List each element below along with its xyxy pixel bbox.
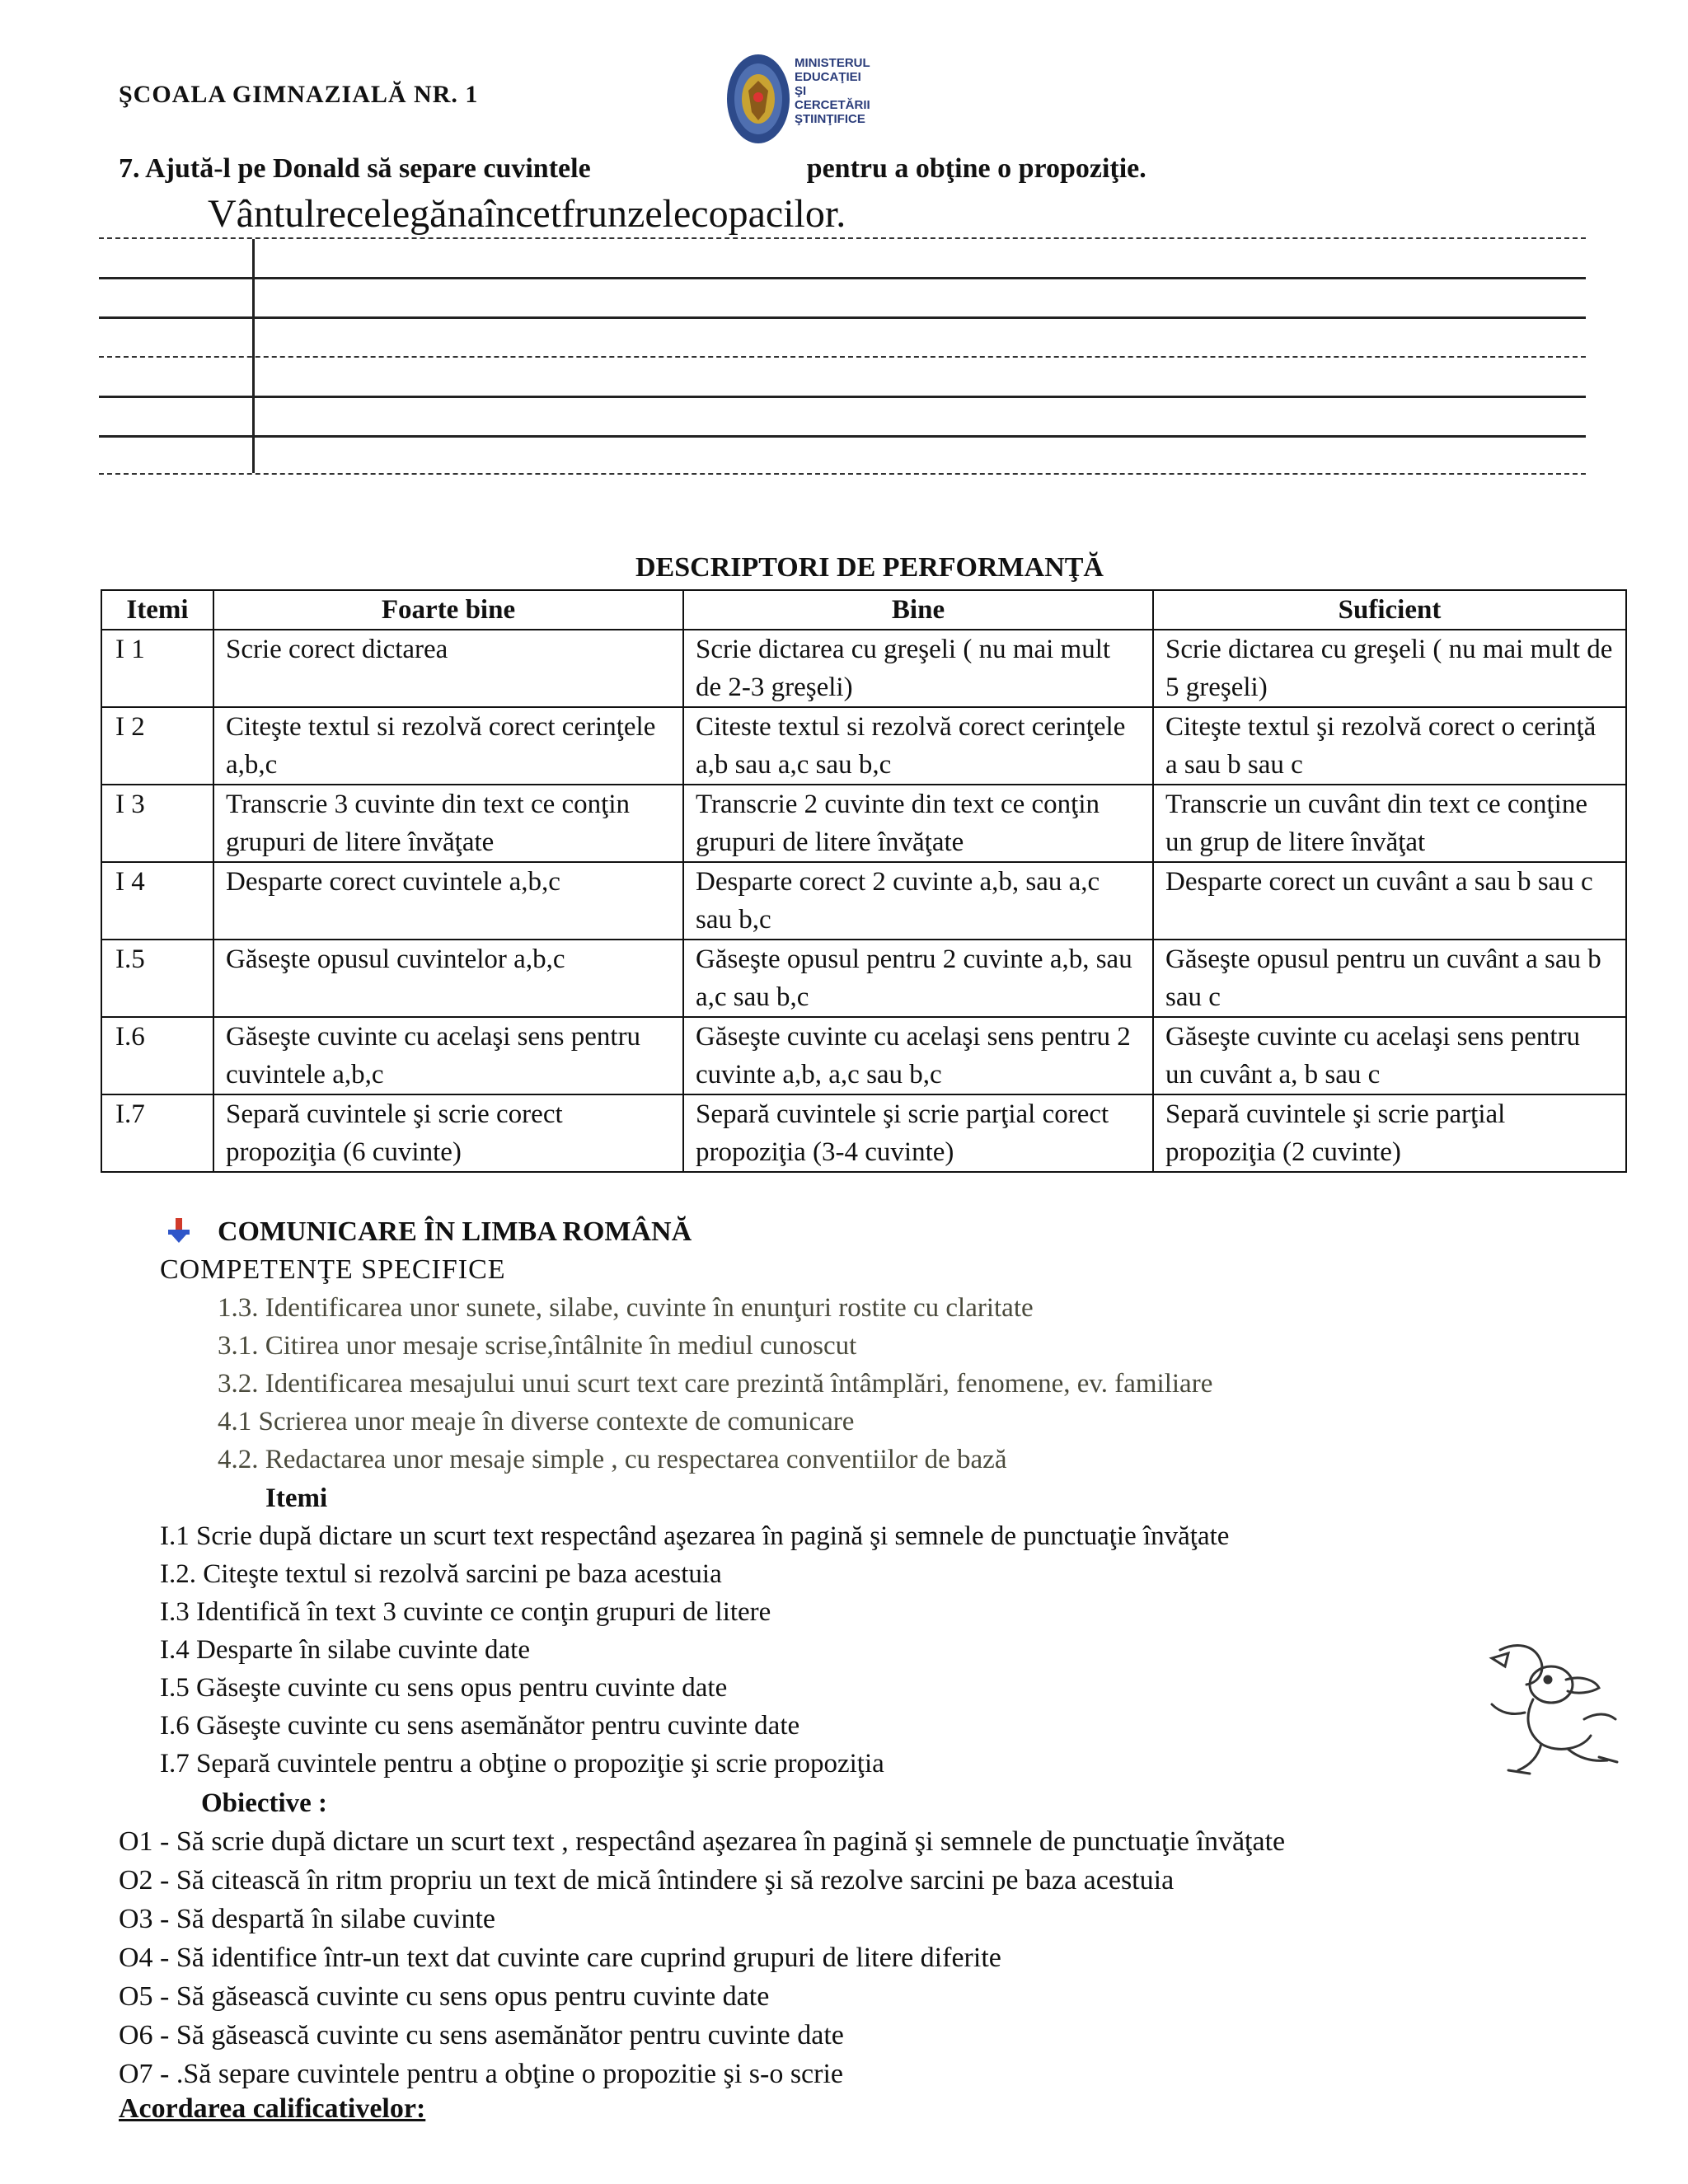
writing-line-solid	[99, 435, 1586, 438]
ministry-logo	[725, 51, 874, 147]
objective-line: O3 - Să despartă în silabe cuvinte	[119, 1904, 495, 1934]
arrow-bullet-icon	[168, 1218, 190, 1243]
objective-line: O1 - Să scrie după dictare un scurt text , respectând aşezarea în pagină şi semnele de punctuaţie învăţate	[119, 1826, 1286, 1857]
table-row	[101, 707, 1626, 785]
table-header-row	[101, 590, 1626, 630]
descriptor-cell: Citeste textul si rezolvă corect cerinţele a,b sau a,c sau b,c	[683, 707, 1153, 785]
descriptors-table	[101, 589, 1627, 1173]
competency-item: 3.2. Identificarea mesajului unui scurt text care prezintă întâmplări, fenomene, ev. familiare	[218, 1369, 1213, 1399]
descriptor-cell: Scrie corect dictarea	[213, 630, 683, 707]
writing-line-solid	[99, 277, 1586, 279]
writing-line-dashed	[99, 473, 1586, 475]
descriptor-cell: Găseşte opusul pentru 2 cuvinte a,b, sau a,c sau b,c	[683, 940, 1153, 1017]
government-seal-icon	[725, 51, 791, 147]
margin-line	[252, 239, 255, 473]
competency-item: 4.2. Redactarea unor mesaje simple , cu respectarea conventiilor de bază	[218, 1445, 1007, 1474]
objective-line: O6 - Să găsească cuvinte cu sens asemănător pentru cuvinte date	[119, 2020, 844, 2050]
writing-line-dashed	[99, 356, 1586, 358]
header-bine: Bine	[683, 590, 1153, 630]
writing-line-solid	[99, 396, 1586, 398]
objectives-title: Obiective :	[201, 1788, 328, 1818]
descriptor-cell: Separă cuvintele şi scrie corect propoziţia (6 cuvinte)	[213, 1094, 683, 1172]
header-itemi: Itemi	[101, 590, 213, 630]
item-line: I.5 Găseşte cuvinte cu sens opus pentru cuvinte date	[160, 1673, 728, 1703]
item-line: I.3 Identifică în text 3 cuvinte ce conţin grupuri de litere	[160, 1597, 771, 1627]
competency-item: 1.3. Identificarea unor sunete, silabe, cuvinte în enunţuri rostite cu claritate	[218, 1293, 1034, 1323]
item-line: I.1 Scrie după dictare un scurt text respectând aşezarea în pagină şi semnele de punctuaţie învăţate	[160, 1521, 1230, 1551]
item-line: I.7 Separă cuvintele pentru a obţine o propoziţie şi scrie propoziţia	[160, 1749, 884, 1779]
competencies-title: COMPETENŢE SPECIFICE	[160, 1254, 506, 1285]
competency-item: 4.1 Scrierea unor meaje în diverse contexte de comunicare	[218, 1407, 855, 1436]
item-cell: I.7	[101, 1094, 213, 1172]
item-cell: I 1	[101, 630, 213, 707]
descriptor-cell: Găseşte opusul cuvintelor a,b,c	[213, 940, 683, 1017]
unseparated-sentence: Vântulrecelegănaîncetfrunzelecopacilor.	[208, 192, 846, 236]
descriptor-cell: Separă cuvintele şi scrie parţial propoziţia (2 cuvinte)	[1153, 1094, 1626, 1172]
objective-line: O5 - Să găsească cuvinte cu sens opus pentru cuvinte date	[119, 1981, 770, 2012]
descriptor-cell: Găseşte cuvinte cu acelaşi sens pentru cuvintele a,b,c	[213, 1017, 683, 1094]
descriptor-cell: Citeşte textul si rezolvă corect cerinţele a,b,c	[213, 707, 683, 785]
header-foarte-bine: Foarte bine	[213, 590, 683, 630]
logo-line: EDUCAŢIEI ŞI	[795, 70, 861, 98]
descriptor-cell: Desparte corect 2 cuvinte a,b, sau a,c sau b,c	[683, 862, 1153, 940]
descriptor-cell: Transcrie un cuvânt din text ce conţine un grup de litere învăţat	[1153, 785, 1626, 862]
item-line: I.4 Desparte în silabe cuvinte date	[160, 1635, 530, 1665]
item-cell: I.5	[101, 940, 213, 1017]
items-title: Itemi	[265, 1483, 328, 1513]
descriptor-cell: Scrie dictarea cu greşeli ( nu mai mult de 2-3 greşeli)	[683, 630, 1153, 707]
logo-line: MINISTERUL	[795, 56, 870, 70]
objective-line: O4 - Să identifice într-un text dat cuvinte care cuprind grupuri de litere diferite	[119, 1943, 1001, 1973]
writing-line-solid	[99, 316, 1586, 319]
descriptors-title: DESCRIPTORI DE PERFORMANŢĂ	[635, 552, 1104, 583]
descriptor-cell: Desparte corect cuvintele a,b,c	[213, 862, 683, 940]
descriptor-cell: Scrie dictarea cu greşeli ( nu mai mult de 5 greşeli)	[1153, 630, 1626, 707]
descriptor-cell: Găseşte cuvinte cu acelaşi sens pentru 2 cuvinte a,b, a,c sau b,c	[683, 1017, 1153, 1094]
instruction-part-1: 7. Ajută-l pe Donald să separe cuvintele	[119, 153, 591, 184]
writing-line-dashed	[99, 237, 1586, 239]
descriptor-cell: Găseşte cuvinte cu acelaşi sens pentru un cuvânt a, b sau c	[1153, 1017, 1626, 1094]
donald-duck-illustration	[1475, 1633, 1624, 1782]
item-line: I.2. Citeşte textul si rezolvă sarcini pe baza acestuia	[160, 1559, 722, 1589]
exercise-instruction	[119, 153, 1146, 185]
descriptor-cell: Găseşte opusul pentru un cuvânt a sau b sau c	[1153, 940, 1626, 1017]
descriptor-cell: Transcrie 3 cuvinte din text ce conţin grupuri de litere învăţate	[213, 785, 683, 862]
item-cell: I 3	[101, 785, 213, 862]
objective-line: O7 - .Să separe cuvintele pentru a obţine o propozitie şi s-o scrie	[119, 2059, 844, 2089]
logo-line: ŞTIINŢIFICE	[795, 112, 865, 126]
table-row	[101, 940, 1626, 1017]
table-row	[101, 630, 1626, 707]
descriptor-cell: Separă cuvintele şi scrie parţial corect propoziţia (3-4 cuvinte)	[683, 1094, 1153, 1172]
logo-line: CERCETĂRII	[795, 98, 870, 112]
descriptor-cell: Citeşte textul şi rezolvă corect o cerinţă a sau b sau c	[1153, 707, 1626, 785]
item-cell: I.6	[101, 1017, 213, 1094]
item-cell: I 2	[101, 707, 213, 785]
grading-title: Acordarea calificativelor:	[119, 2093, 426, 2124]
school-name: ŞCOALA GIMNAZIALĂ NR. 1	[119, 81, 479, 108]
competency-item: 3.1. Citirea unor mesaje scrise,întâlnite în mediul cunoscut	[218, 1331, 857, 1361]
objective-line: O2 - Să citească în ritm propriu un text de mică întindere şi să rezolve sarcini pe baza acestuia	[119, 1865, 1175, 1896]
table-row	[101, 1094, 1626, 1172]
item-line: I.6 Găseşte cuvinte cu sens asemănător pentru cuvinte date	[160, 1711, 800, 1741]
header-suficient: Suficient	[1153, 590, 1626, 630]
table-row	[101, 862, 1626, 940]
instruction-part-2: pentru a obţine o propoziţie.	[806, 153, 1146, 184]
table-row	[101, 785, 1626, 862]
item-cell: I 4	[101, 862, 213, 940]
section-title: COMUNICARE ÎN LIMBA ROMÂNĂ	[218, 1216, 692, 1247]
table-row	[101, 1017, 1626, 1094]
descriptor-cell: Desparte corect un cuvânt a sau b sau c	[1153, 862, 1626, 940]
descriptor-cell: Transcrie 2 cuvinte din text ce conţin grupuri de litere învăţate	[683, 785, 1153, 862]
